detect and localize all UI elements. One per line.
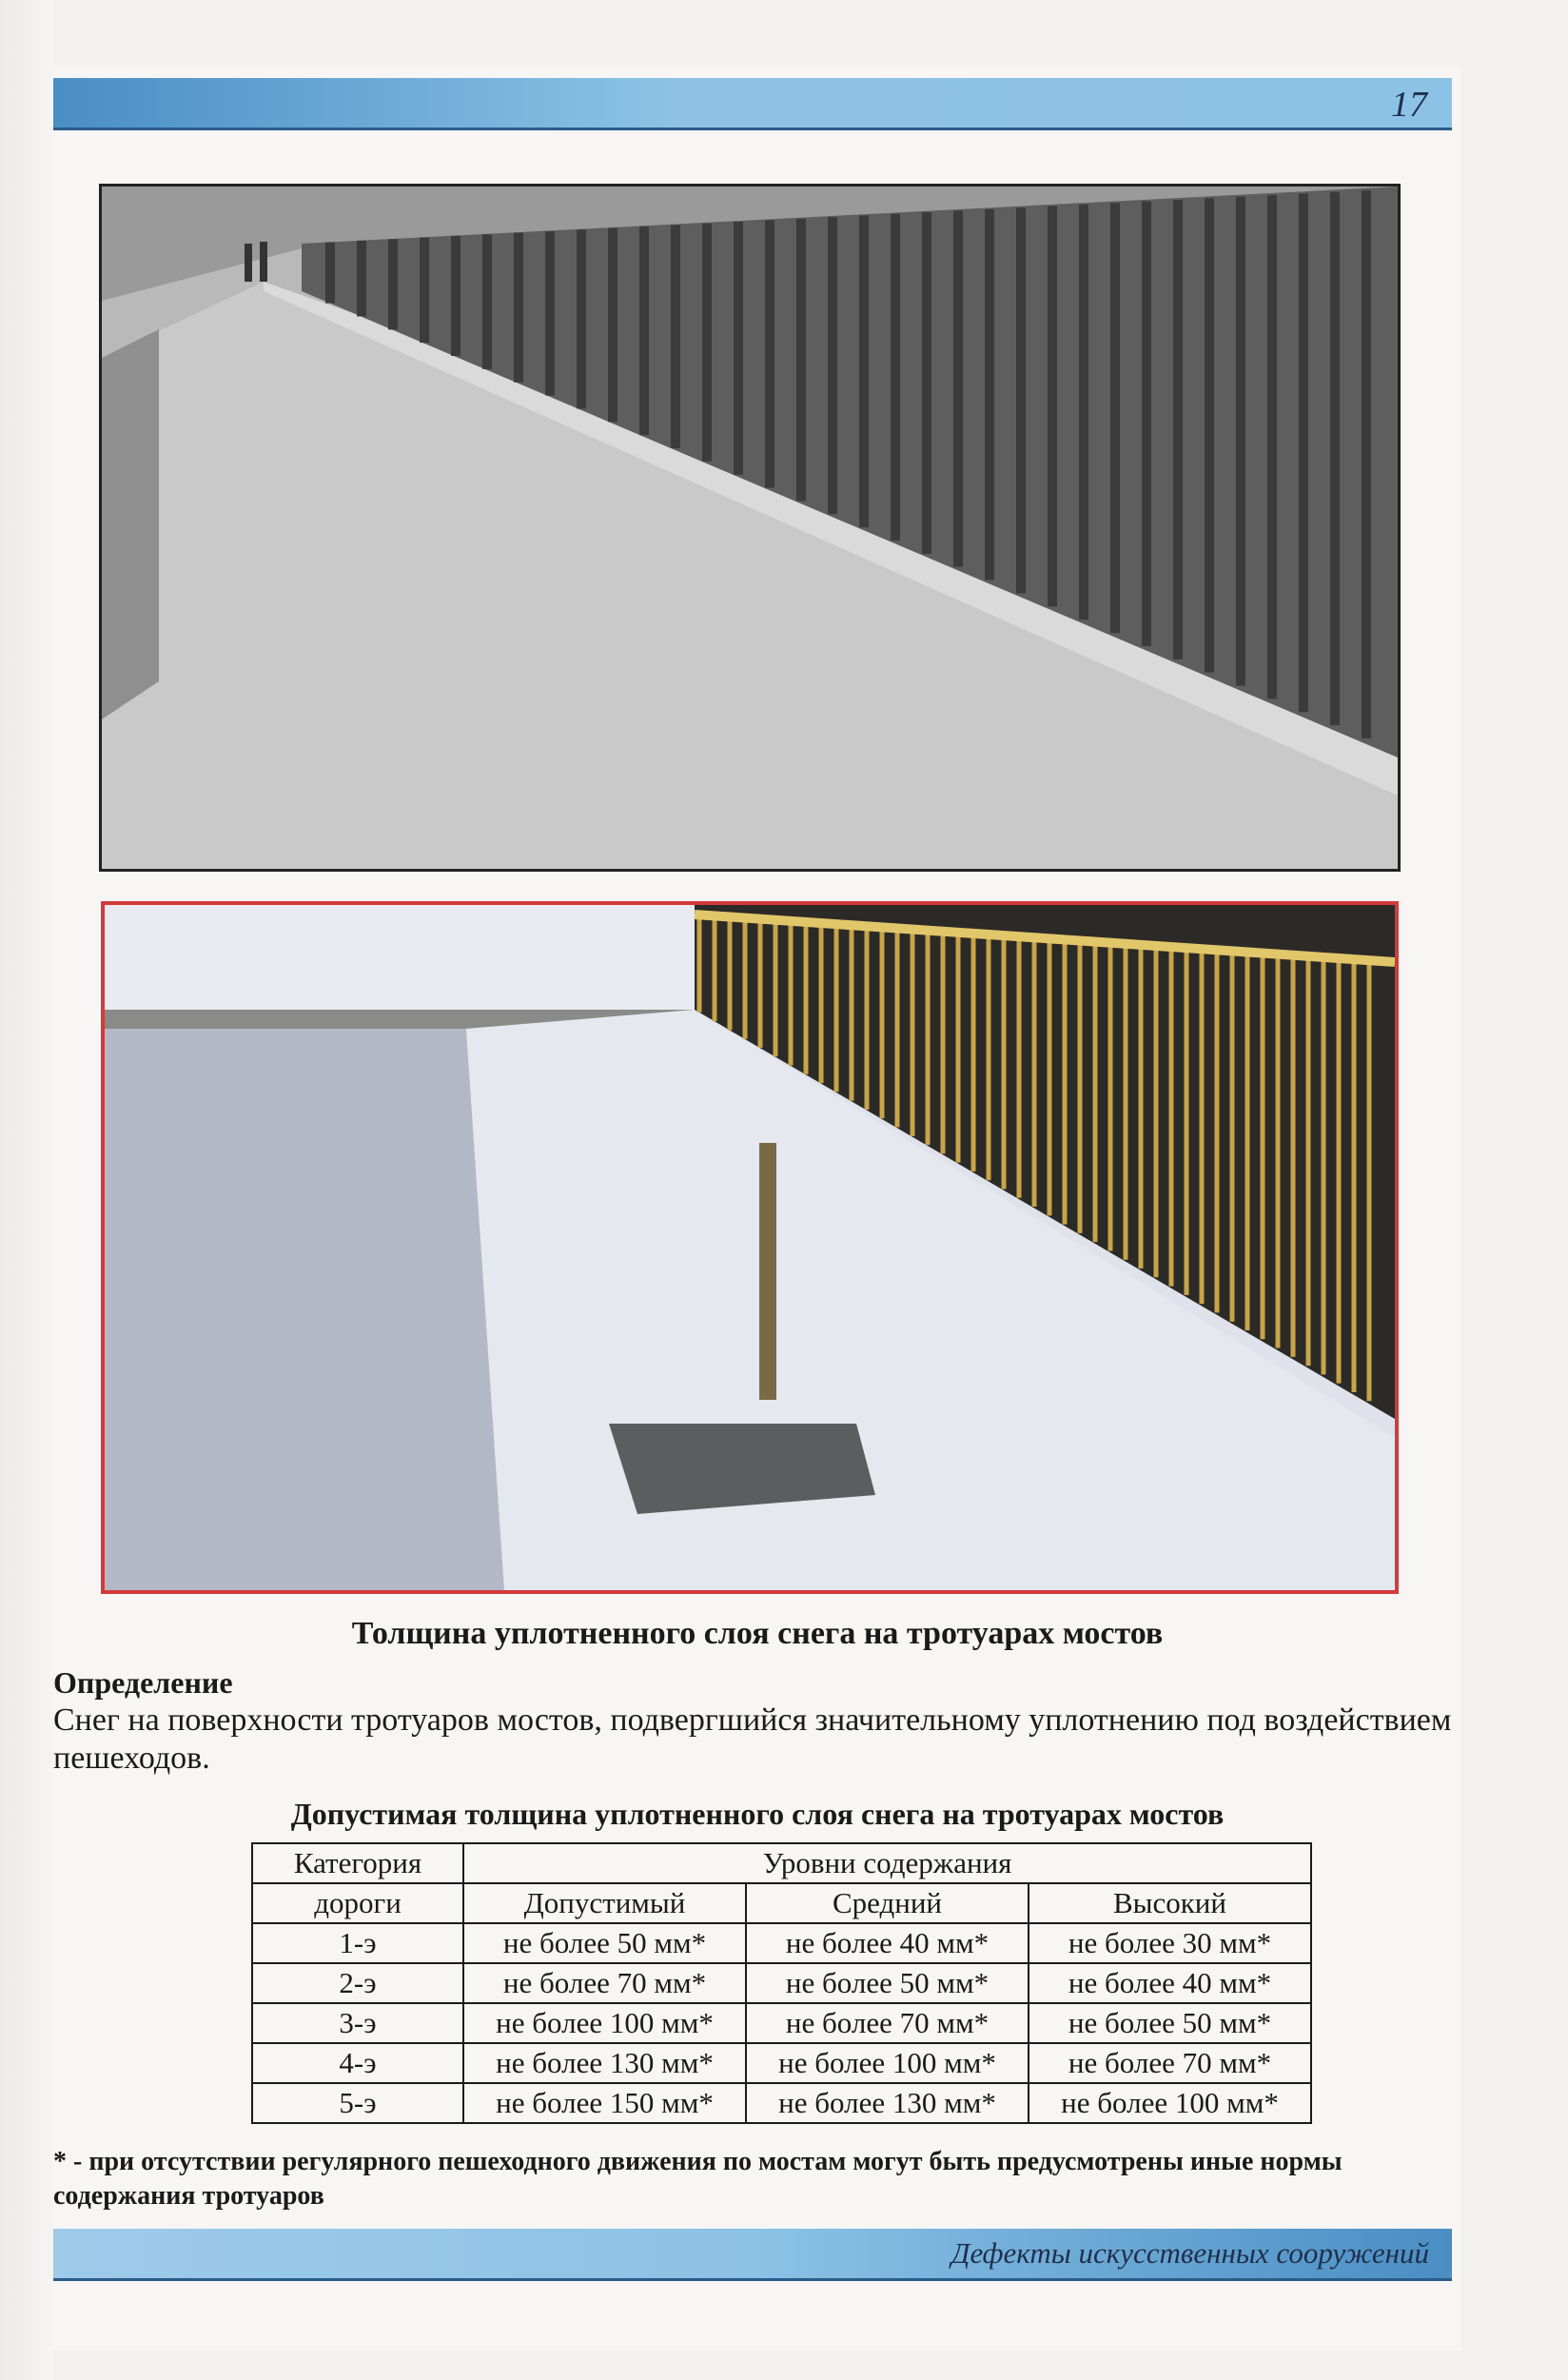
snow-thickness-table [251,1842,1312,2124]
footnote: * - при отсутствии регулярного пешеходного движения по мостам могут быть предусмотрены иные нормы содержания тротуаров [53,2147,1343,2211]
row-category: 4-э [252,2043,463,2083]
definition-text: Снег на поверхности тротуаров мостов, подвергшийся значительному уплотнению под воздействием пешеходов. [53,1702,1452,1776]
table-title: Допустимая толщина уплотненного слоя снега на тротуарах мостов [290,1797,1225,1831]
table-header-row-2 [252,1883,1311,1923]
table-row [252,1963,1311,2003]
header-category-top: Категория [252,1843,463,1883]
cell-value: не более 70 мм* [1029,2043,1311,2083]
table-row [252,2003,1311,2043]
cell-value: не более 100 мм* [463,2003,746,2043]
cell-value: не более 150 мм* [463,2083,746,2123]
header-col-high: Высокий [1029,1883,1311,1923]
row-category: 3-э [252,2003,463,2043]
header-band [53,78,1452,130]
row-category: 5-э [252,2083,463,2123]
page-number: 17 [1391,85,1427,125]
photo-bridge-sidewalk-railing [99,184,1401,872]
cell-value: не более 100 мм* [746,2043,1029,2083]
photo-top-illustration [102,187,1398,869]
page-edge [0,0,53,2380]
cell-value: не более 70 мм* [746,2003,1029,2043]
table-row [252,2083,1311,2123]
cell-value: не более 100 мм* [1029,2083,1311,2123]
cell-value: не более 50 мм* [463,1923,746,1963]
row-category: 1-э [252,1923,463,1963]
cell-value: не более 40 мм* [746,1923,1029,1963]
definition-title: Определение [53,1665,233,1700]
cell-value: не более 40 мм* [1029,1963,1311,2003]
cell-value: не более 70 мм* [463,1963,746,2003]
cell-value: не более 130 мм* [746,2083,1029,2123]
figure-caption: Толщина уплотненного слоя снега на тротуарах мостов [351,1616,1164,1651]
table-row [252,1923,1311,1963]
header-levels: Уровни содержания [463,1843,1311,1883]
table-row [252,2043,1311,2083]
cell-value: не более 130 мм* [463,2043,746,2083]
header-col-medium: Средний [746,1883,1029,1923]
header-category-bottom: дороги [252,1883,463,1923]
photo-bottom-illustration [105,905,1395,1590]
photo-snow-sidewalk-measuring [101,901,1399,1594]
table-header-row-1 [252,1843,1311,1883]
cell-value: не более 30 мм* [1029,1923,1311,1963]
cell-value: не более 50 мм* [1029,2003,1311,2043]
footer-section-title: Дефекты искусственных сооружений [951,2236,1429,2270]
cell-value: не более 50 мм* [746,1963,1029,2003]
row-category: 2-э [252,1963,463,2003]
header-col-permissible: Допустимый [463,1883,746,1923]
footer-band [53,2229,1452,2281]
